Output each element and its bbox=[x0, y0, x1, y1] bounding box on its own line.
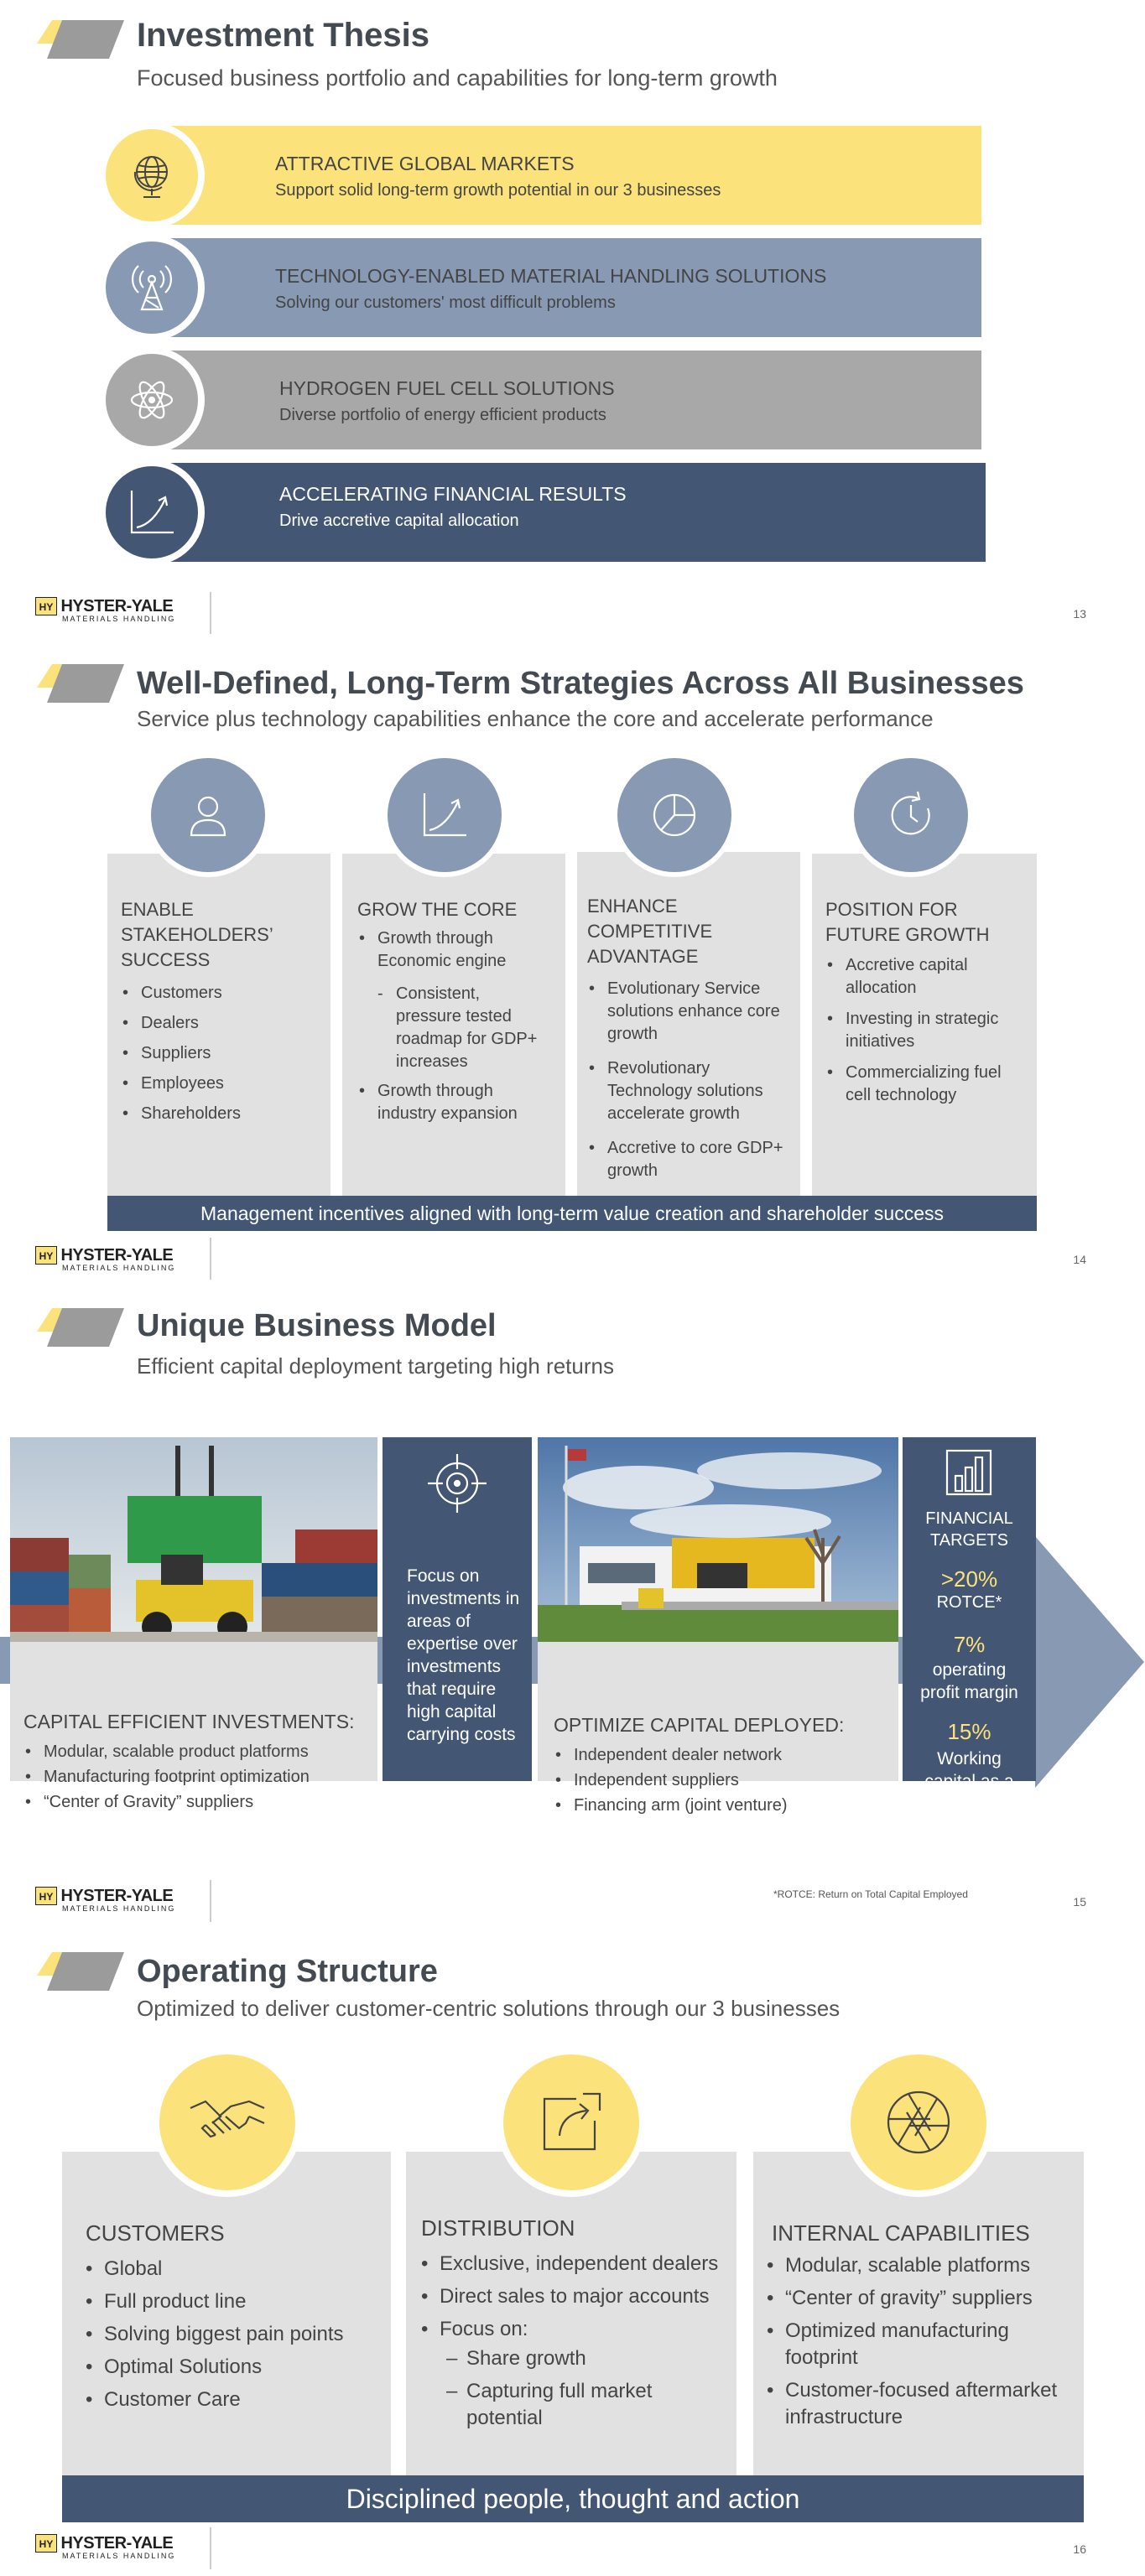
targets-heading: FINANCIAL TARGETS bbox=[925, 1509, 1013, 1550]
page-title: Well-Defined, Long-Term Strategies Across All Businesses bbox=[137, 666, 1024, 701]
structure-list-3 bbox=[765, 2252, 1075, 2431]
strategy-heading-2: GROW THE CORE bbox=[357, 899, 518, 920]
growth-chart-icon bbox=[388, 758, 502, 872]
list-item: • Modular, scalable platforms bbox=[765, 2252, 1075, 2279]
capital-efficient-list bbox=[23, 1739, 376, 1815]
atom-icon bbox=[106, 354, 198, 446]
thesis-title-3: HYDROGEN FUEL CELL SOLUTIONS bbox=[279, 377, 615, 399]
list-item: • Commercializing fuel cell technology bbox=[825, 1062, 1027, 1107]
incentives-banner: Management incentives aligned with long-term value creation and shareholder success bbox=[107, 1196, 1037, 1231]
page-subtitle: Focused business portfolio and capabilities for long-term growth bbox=[137, 65, 778, 91]
structure-heading-3: INTERNAL CAPABILITIES bbox=[772, 2220, 1030, 2246]
growth-chart-icon bbox=[106, 466, 198, 558]
logo-text: HYSTER-YALE bbox=[60, 1887, 174, 1905]
logo-mark-icon: HY bbox=[35, 1246, 57, 1265]
thesis-row-markets bbox=[168, 126, 981, 225]
list-item: – Share growth bbox=[443, 2345, 720, 2372]
clock-refresh-icon bbox=[854, 758, 968, 872]
thesis-desc-1: Support solid long-term growth potential in our 3 businesses bbox=[275, 181, 721, 200]
focus-text: Focus on investments in areas of expertise over investments that require high capital carrying costs bbox=[407, 1566, 520, 1744]
list-item: • Customer-focused aftermarket infrastructure bbox=[765, 2377, 1075, 2431]
accent-chevron-icon bbox=[37, 664, 124, 703]
page-number: 16 bbox=[1073, 2542, 1086, 2556]
strategy-list-2 bbox=[357, 927, 550, 973]
structure-list-2 bbox=[419, 2247, 730, 2345]
footnote: *ROTCE: Return on Total Capital Employed bbox=[773, 1888, 968, 1900]
logo-subtext: MATERIALS HANDLING bbox=[62, 2552, 176, 2560]
facility-photo bbox=[538, 1437, 898, 1642]
list-item: • Dealers bbox=[121, 1008, 322, 1038]
list-item: • Employees bbox=[121, 1068, 322, 1098]
optimize-capital-list bbox=[554, 1742, 889, 1818]
list-item: • Exclusive, independent dealers bbox=[419, 2247, 730, 2280]
list-item: • Shareholders bbox=[121, 1098, 322, 1129]
strategy-list-3 bbox=[587, 978, 788, 1182]
list-item: • Direct sales to major accounts bbox=[419, 2280, 730, 2313]
target-margin-label: operating profit margin bbox=[920, 1660, 1018, 1702]
list-item: • Global bbox=[84, 2252, 386, 2285]
list-item: • Customer Care bbox=[84, 2383, 386, 2416]
target-working-capital-value: 15% bbox=[947, 1719, 991, 1744]
thesis-row-hydrogen bbox=[168, 351, 981, 449]
capital-efficient-heading: CAPITAL EFFICIENT INVESTMENTS: bbox=[23, 1711, 355, 1732]
list-item: • Customers bbox=[121, 978, 322, 1008]
list-item: • Optimized manufacturing footprint bbox=[765, 2318, 1075, 2371]
list-item: • “Center of gravity” suppliers bbox=[765, 2285, 1075, 2312]
list-item: • Evolutionary Service solutions enhance core growth bbox=[587, 978, 788, 1046]
slide-business-model bbox=[0, 1288, 1145, 1932]
brand-logo bbox=[35, 1887, 203, 1922]
list-item: • Solving biggest pain points bbox=[84, 2318, 386, 2350]
thesis-title-4: ACCELERATING FINANCIAL RESULTS bbox=[279, 483, 627, 505]
list-item: • Independent suppliers bbox=[554, 1768, 889, 1793]
accent-chevron-icon bbox=[37, 1952, 124, 1991]
logo-mark-icon: HY bbox=[35, 597, 57, 615]
strategy-list-1 bbox=[121, 978, 322, 1129]
list-item: • “Center of Gravity” suppliers bbox=[23, 1789, 376, 1815]
page-number: 13 bbox=[1073, 607, 1086, 621]
target-margin-value: 7% bbox=[953, 1632, 986, 1657]
list-item: • Independent dealer network bbox=[554, 1742, 889, 1768]
globe-icon bbox=[106, 129, 198, 221]
list-item: • Growth through industry expansion bbox=[357, 1080, 550, 1125]
disciplined-banner: Disciplined people, thought and action bbox=[62, 2475, 1084, 2522]
optimize-capital-heading: OPTIMIZE CAPITAL DEPLOYED: bbox=[554, 1714, 845, 1736]
person-icon bbox=[151, 758, 265, 872]
logo-subtext: MATERIALS HANDLING bbox=[62, 615, 176, 623]
accent-chevron-icon bbox=[37, 20, 124, 59]
structure-list-1 bbox=[84, 2252, 386, 2416]
page-title: Investment Thesis bbox=[137, 17, 430, 54]
target-rotce-value: >20% bbox=[940, 1566, 998, 1592]
list-item: • Accretive capital allocation bbox=[825, 954, 1027, 1000]
slide-strategies bbox=[0, 644, 1145, 1288]
list-item: • Modular, scalable product platforms bbox=[23, 1739, 376, 1764]
list-item: – Capturing full market potential bbox=[443, 2378, 720, 2432]
logo-mark-icon: HY bbox=[35, 1887, 57, 1905]
page-subtitle: Efficient capital deployment targeting high returns bbox=[137, 1353, 614, 1379]
strategy-heading-3: ENHANCE COMPETITIVE ADVANTAGE bbox=[587, 896, 713, 967]
accent-chevron-icon bbox=[37, 1308, 124, 1347]
slide-investment-thesis bbox=[0, 0, 1145, 644]
list-item: • Revolutionary Technology solutions accelerate growth bbox=[587, 1057, 788, 1125]
list-item: • Financing arm (joint venture) bbox=[554, 1793, 889, 1818]
share-arrow-icon bbox=[503, 2054, 639, 2190]
page-title: Unique Business Model bbox=[137, 1308, 497, 1343]
structure-sublist-2 bbox=[443, 2345, 720, 2432]
thesis-desc-2: Solving our customers' most difficult problems bbox=[275, 293, 616, 312]
list-item: • Full product line bbox=[84, 2285, 386, 2318]
list-item: • Manufacturing footprint optimization bbox=[23, 1764, 376, 1789]
list-item: • Investing in strategic initiatives bbox=[825, 1008, 1027, 1053]
slide-operating-structure bbox=[0, 1932, 1145, 2576]
strategy-heading-1: ENABLE STAKEHOLDERS’ SUCCESS bbox=[121, 899, 273, 970]
container-handler-photo bbox=[10, 1437, 377, 1642]
thesis-desc-4: Drive accretive capital allocation bbox=[279, 512, 519, 530]
strategy-heading-4: POSITION FOR FUTURE GROWTH bbox=[825, 899, 990, 945]
brand-logo bbox=[35, 2534, 203, 2569]
brand-logo bbox=[35, 597, 203, 632]
list-item: • Focus on: bbox=[419, 2313, 730, 2345]
page-number: 15 bbox=[1073, 1895, 1086, 1909]
target-rotce-label: ROTCE* bbox=[936, 1593, 1002, 1612]
page-subtitle: Service plus technology capabilities enhance the core and accelerate performance bbox=[137, 706, 934, 731]
strategy-list-4 bbox=[825, 954, 1027, 1107]
page-subtitle: Optimized to deliver customer-centric solutions through our 3 businesses bbox=[137, 1996, 841, 2021]
page-number: 14 bbox=[1073, 1253, 1086, 1266]
thesis-row-technology bbox=[168, 238, 981, 337]
logo-text: HYSTER-YALE bbox=[60, 2534, 174, 2553]
bar-chart-icon bbox=[944, 1447, 994, 1498]
pie-chart-icon bbox=[617, 758, 731, 872]
target-icon bbox=[426, 1452, 488, 1514]
page-title: Operating Structure bbox=[137, 1954, 438, 1989]
structure-heading-2: DISTRIBUTION bbox=[421, 2215, 575, 2241]
list-item: • Growth through Economic engine bbox=[357, 927, 550, 973]
list-item: • Optimal Solutions bbox=[84, 2350, 386, 2383]
structure-heading-1: CUSTOMERS bbox=[86, 2220, 225, 2246]
list-item: - Consistent, pressure tested roadmap for GDP+ increases bbox=[377, 984, 538, 1071]
cell-tower-icon bbox=[106, 242, 198, 334]
strategy-list-2b bbox=[357, 1080, 550, 1125]
thesis-desc-3: Diverse portfolio of energy efficient products bbox=[279, 406, 606, 424]
logo-text: HYSTER-YALE bbox=[60, 597, 174, 615]
logo-subtext: MATERIALS HANDLING bbox=[62, 1264, 176, 1272]
strategy-sublist-2 bbox=[377, 983, 545, 1073]
logo-text: HYSTER-YALE bbox=[60, 1246, 174, 1265]
list-item: • Accretive to core GDP+ growth bbox=[587, 1137, 788, 1182]
handshake-icon bbox=[159, 2054, 295, 2190]
list-item: • Suppliers bbox=[121, 1038, 322, 1068]
aperture-icon bbox=[851, 2054, 986, 2190]
target-working-capital-label: Working capital as a percentage of sales bbox=[915, 1749, 1023, 1836]
thesis-title-2: TECHNOLOGY-ENABLED MATERIAL HANDLING SOLUTIONS bbox=[275, 265, 827, 287]
brand-logo bbox=[35, 1246, 203, 1281]
thesis-title-1: ATTRACTIVE GLOBAL MARKETS bbox=[275, 153, 575, 174]
arrow-right-icon bbox=[1035, 1536, 1144, 1788]
logo-subtext: MATERIALS HANDLING bbox=[62, 1904, 176, 1913]
logo-mark-icon: HY bbox=[35, 2534, 57, 2553]
